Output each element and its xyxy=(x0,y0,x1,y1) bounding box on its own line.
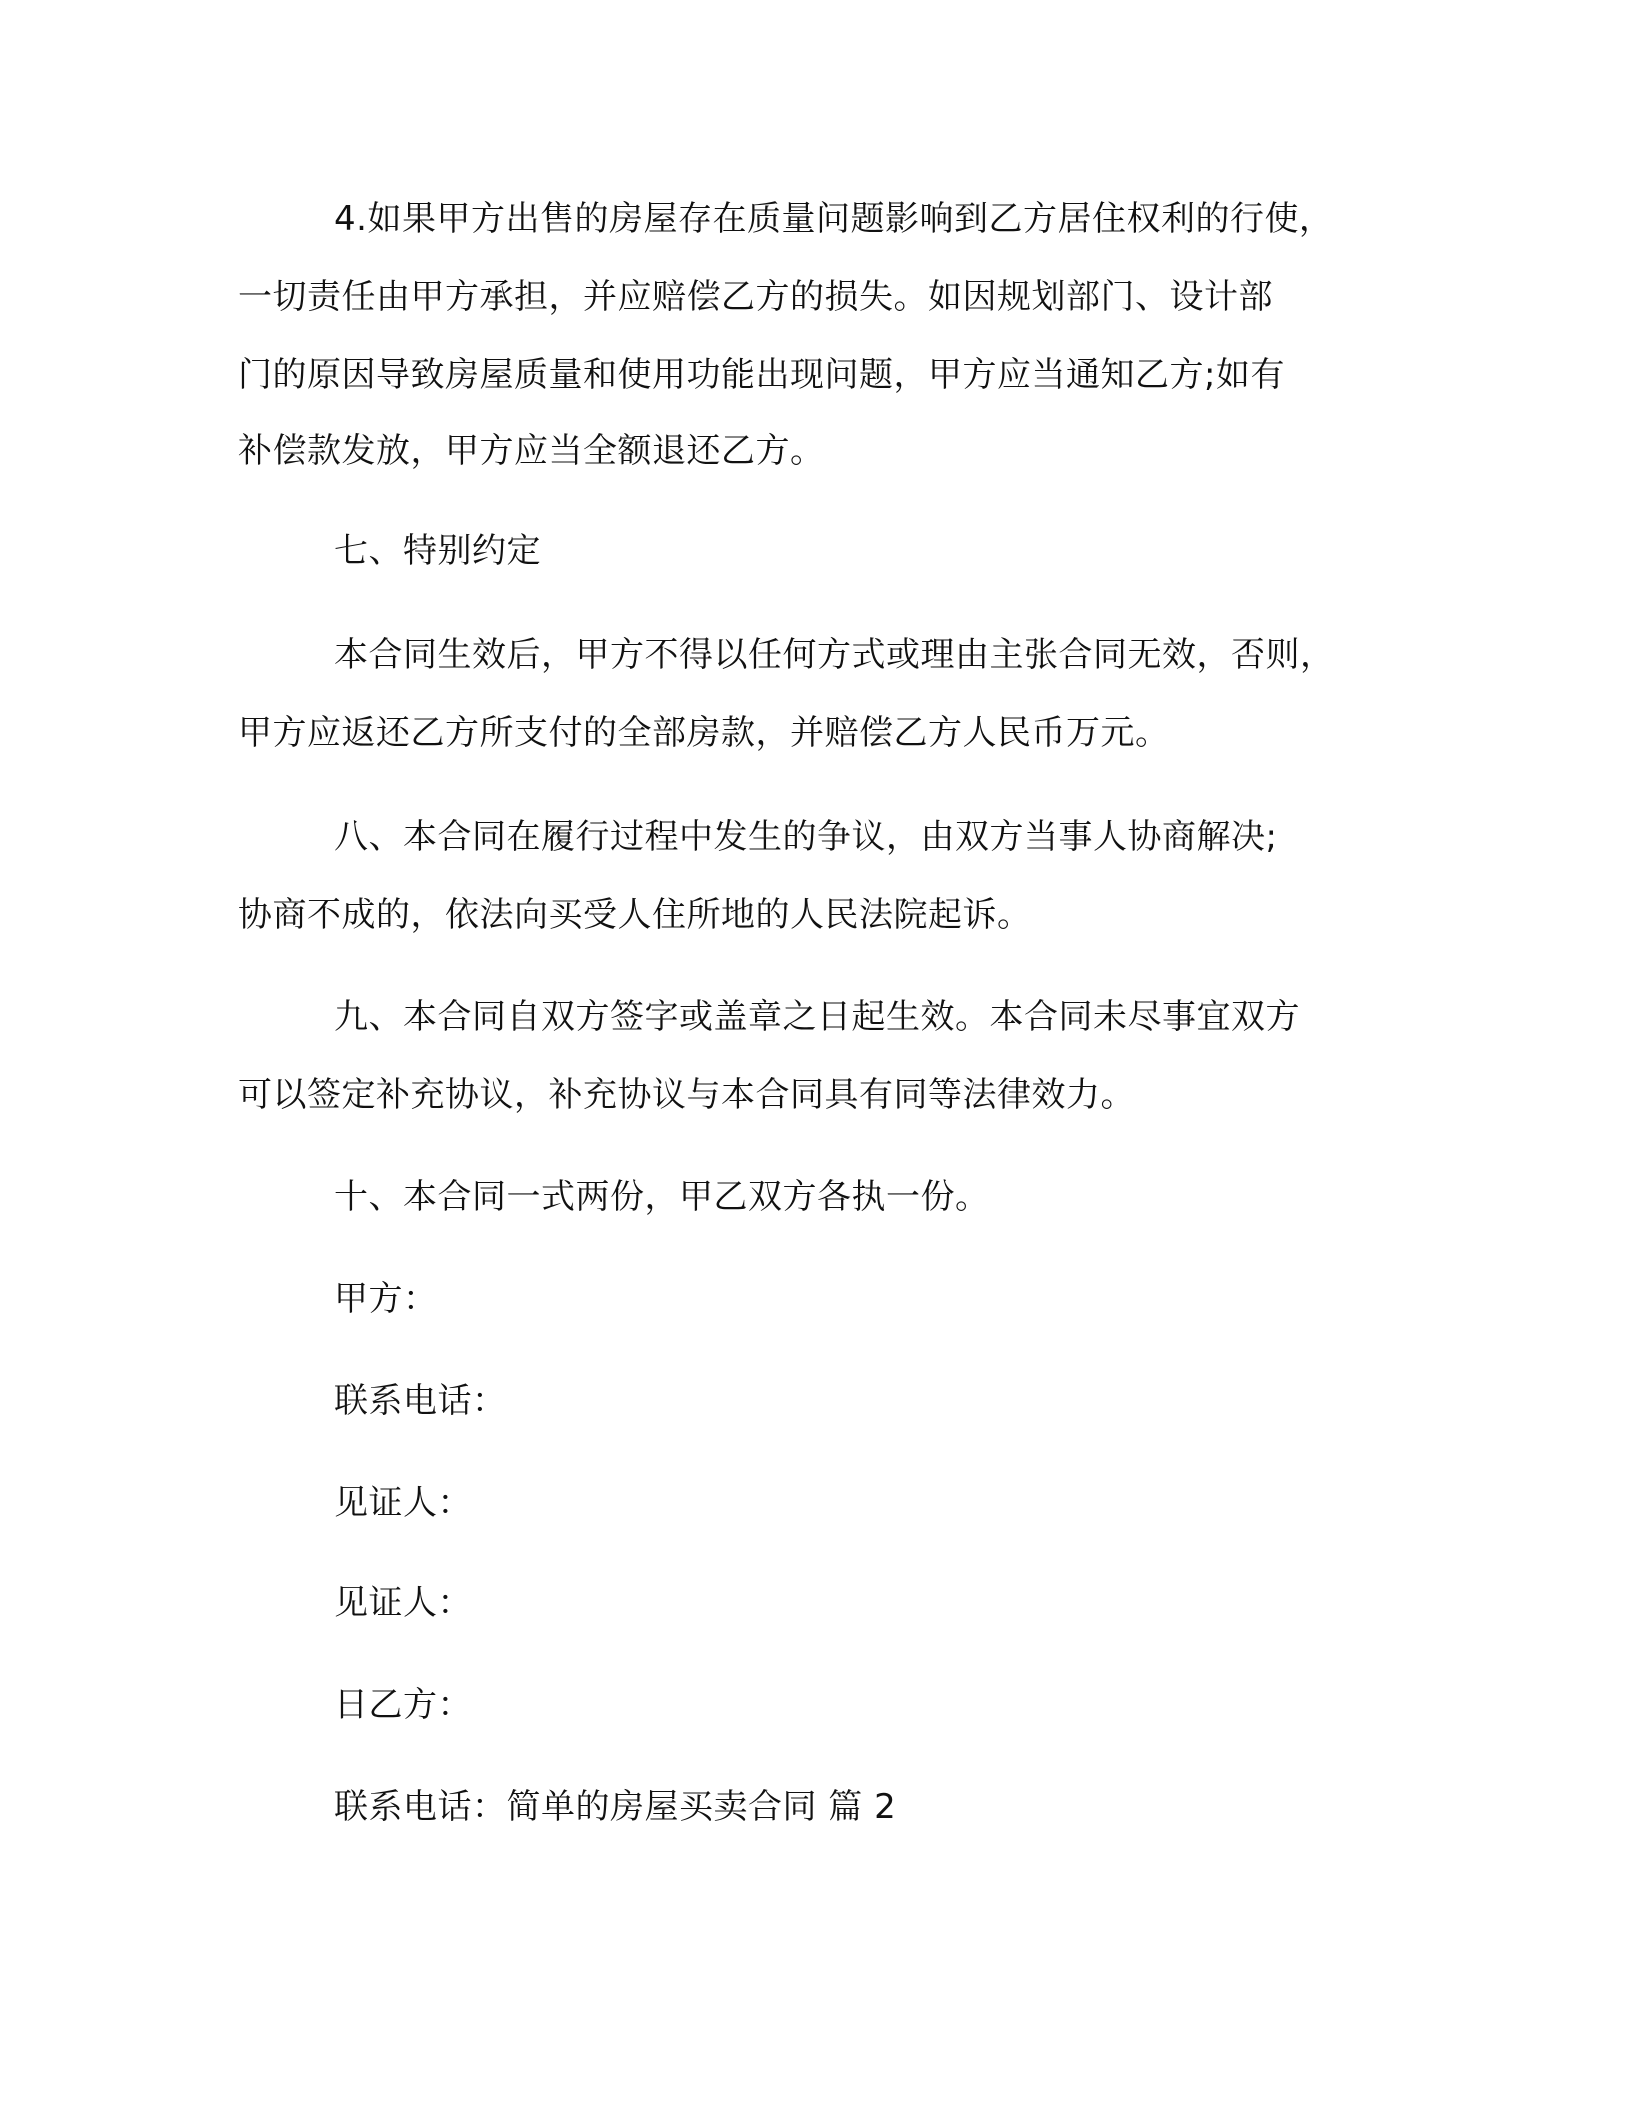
section-9-line-1: 九、本合同自双方签字或盖章之日起生效。本合同未尽事宜双方 xyxy=(334,997,1300,1037)
clause-4-line-1: 4.如果甲方出售的房屋存在质量问题影响到乙方居住权利的行使， xyxy=(334,199,1334,239)
section-8-line-2: 协商不成的，依法向买受人住所地的人民法院起诉。 xyxy=(238,895,1032,935)
party-b-label: 日乙方： xyxy=(334,1685,472,1725)
section-9-line-2: 可以签定补充协议，补充协议与本合同具有同等法律效力。 xyxy=(238,1075,1135,1115)
clause-4-line-4: 补偿款发放，甲方应当全额退还乙方。 xyxy=(238,431,825,471)
clause-4-line-2: 一切责任由甲方承担，并应赔偿乙方的损失。如因规划部门、设计部 xyxy=(238,277,1273,317)
witness-label-1: 见证人： xyxy=(334,1483,472,1523)
section-10-line: 十、本合同一式两份，甲乙双方各执一份。 xyxy=(334,1177,990,1217)
section-8-line-1: 八、本合同在履行过程中发生的争议，由双方当事人协商解决; xyxy=(334,817,1278,857)
section-7-heading: 七、特别约定 xyxy=(334,531,541,571)
section-7-line-2: 甲方应返还乙方所支付的全部房款，并赔偿乙方人民币万元。 xyxy=(238,713,1170,753)
phone-label-2: 联系电话：简单的房屋买卖合同 篇 2 xyxy=(334,1787,897,1827)
clause-4-line-3: 门的原因导致房屋质量和使用功能出现问题，甲方应当通知乙方;如有 xyxy=(238,355,1285,395)
section-7-line-1: 本合同生效后，甲方不得以任何方式或理由主张合同无效，否则， xyxy=(334,635,1335,675)
party-a-label: 甲方： xyxy=(334,1279,438,1319)
witness-label-2: 见证人： xyxy=(334,1583,472,1623)
phone-label-1: 联系电话： xyxy=(334,1381,507,1421)
